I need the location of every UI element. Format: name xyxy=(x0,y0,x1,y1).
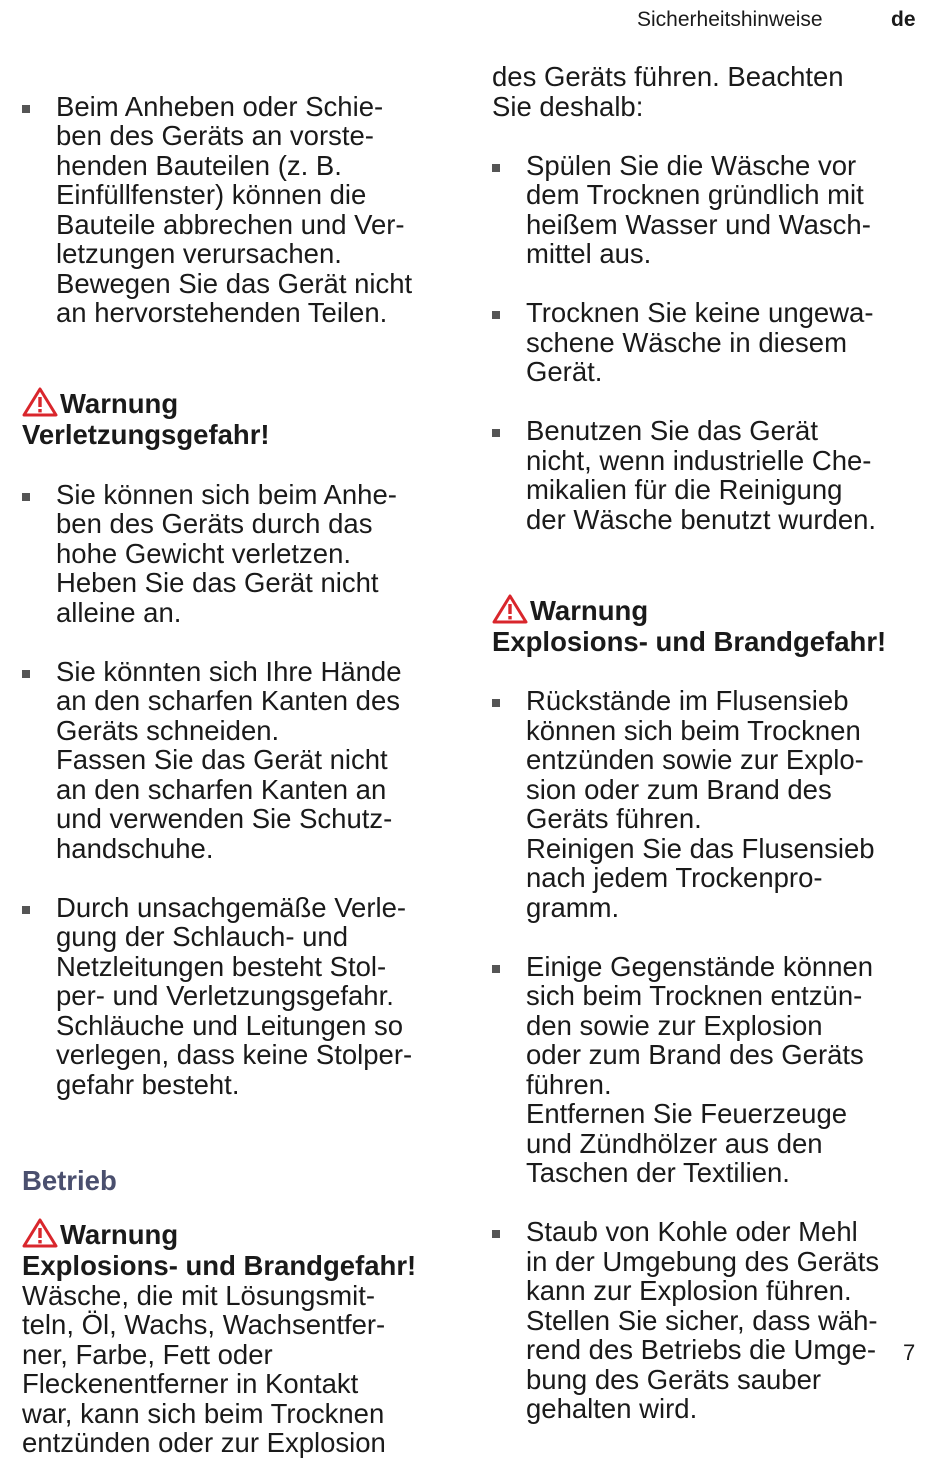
header-language-code: de xyxy=(891,8,916,31)
warning-title: Explosions- und Brandgefahr! xyxy=(22,1249,417,1281)
warning-label-row xyxy=(22,1218,462,1250)
warning-block-explosion-right xyxy=(492,594,932,1454)
warning-label: Warnung xyxy=(530,594,649,626)
list-item: Sie könnten sich Ihre Hände an den scharfen Kanten des Geräts schneiden. Fassen Sie das Gerät nicht an den scharfen Kanten an und verwenden Sie Schutz- handschuhe. xyxy=(22,657,462,864)
list-item: Staub von Kohle oder Mehl in der Umgebung des Geräts kann zur Explosion führen. Stellen Sie sicher, dass wäh- rend des Betriebs die Umge- bung des Geräts sauber gehalten wird. xyxy=(492,1217,932,1424)
warning-triangle-icon xyxy=(492,594,528,624)
header-section-title: Sicherheitshinweise xyxy=(637,8,823,31)
page-number: 7 xyxy=(903,1340,916,1365)
left-column xyxy=(22,62,462,1458)
precaution-list xyxy=(492,121,932,564)
right-column xyxy=(492,62,932,1453)
warning-block-explosion xyxy=(22,1218,462,1458)
continuation-text: des Geräts führen. Beachten Sie deshalb: xyxy=(492,61,844,122)
list-item: Spülen Sie die Wäsche vor dem Trocknen gründlich mit heißem Wasser und Wasch- mittel aus. xyxy=(492,151,932,269)
warning-block-injury xyxy=(22,387,462,1129)
list-item: Sie können sich beim Anhe- ben des Geräts durch das hohe Gewicht verletzen. Heben Sie das Gerät nicht alleine an. xyxy=(22,480,462,628)
list-item: Trocknen Sie keine ungewa- schene Wäsche in diesem Gerät. xyxy=(492,298,932,387)
warning-label: Warnung xyxy=(60,1218,179,1250)
warning-label: Warnung xyxy=(60,388,179,419)
warning-list xyxy=(22,450,462,1129)
list-item: Beim Anheben oder Schie- ben des Geräts an vorste- henden Bauteilen (z. B. Einfüllfenster) können die Bauteile abbrechen und Ver- letzungen verursachen. Bewegen Sie das Gerät nicht an hervorstehenden Teilen. xyxy=(22,92,462,328)
warning-list xyxy=(492,657,932,1454)
warning-triangle-icon xyxy=(22,1218,58,1248)
warning-label-row xyxy=(22,387,462,419)
section-heading-betrieb: Betrieb xyxy=(22,1164,117,1196)
list-item: Durch unsachgemäße Verle- gung der Schlauch- und Netzleitungen besteht Stol- per- und Verletzungsgefahr. Schläuche und Leitungen so verlegen, dass keine Stolper- gefahr besteht. xyxy=(22,893,462,1100)
intro-list xyxy=(22,62,462,357)
list-item: Benutzen Sie das Gerät nicht, wenn industrielle Che- mikalien für die Reinigung der Wäsche benutzt wurden. xyxy=(492,416,932,534)
list-item: Einige Gegenstände können sich beim Trocknen entzün- den sowie zur Explosion oder zum Brand des Geräts führen. Entfernen Sie Feuerzeuge und Zündhölzer aus den Taschen der Textilien. xyxy=(492,952,932,1188)
list-item: Rückstände im Flusensieb können sich beim Trocknen entzünden sowie zur Explo- sion oder zum Brand des Geräts führen. Reinigen Sie das Flusensieb nach jedem Trockenpro- gramm. xyxy=(492,686,932,922)
warning-title: Explosions- und Brandgefahr! xyxy=(492,625,887,657)
warning-triangle-icon xyxy=(22,387,58,417)
warning-paragraph: Wäsche, die mit Lösungsmit- teln, Öl, Wachs, Wachsentfer- ner, Farbe, Fett oder Fleckenentferner in Kontakt war, kann sich beim Trocknen entzünden oder zur Explosion xyxy=(22,1279,386,1458)
warning-title: Verletzungsgefahr! xyxy=(22,419,270,450)
warning-label-row xyxy=(492,594,932,626)
